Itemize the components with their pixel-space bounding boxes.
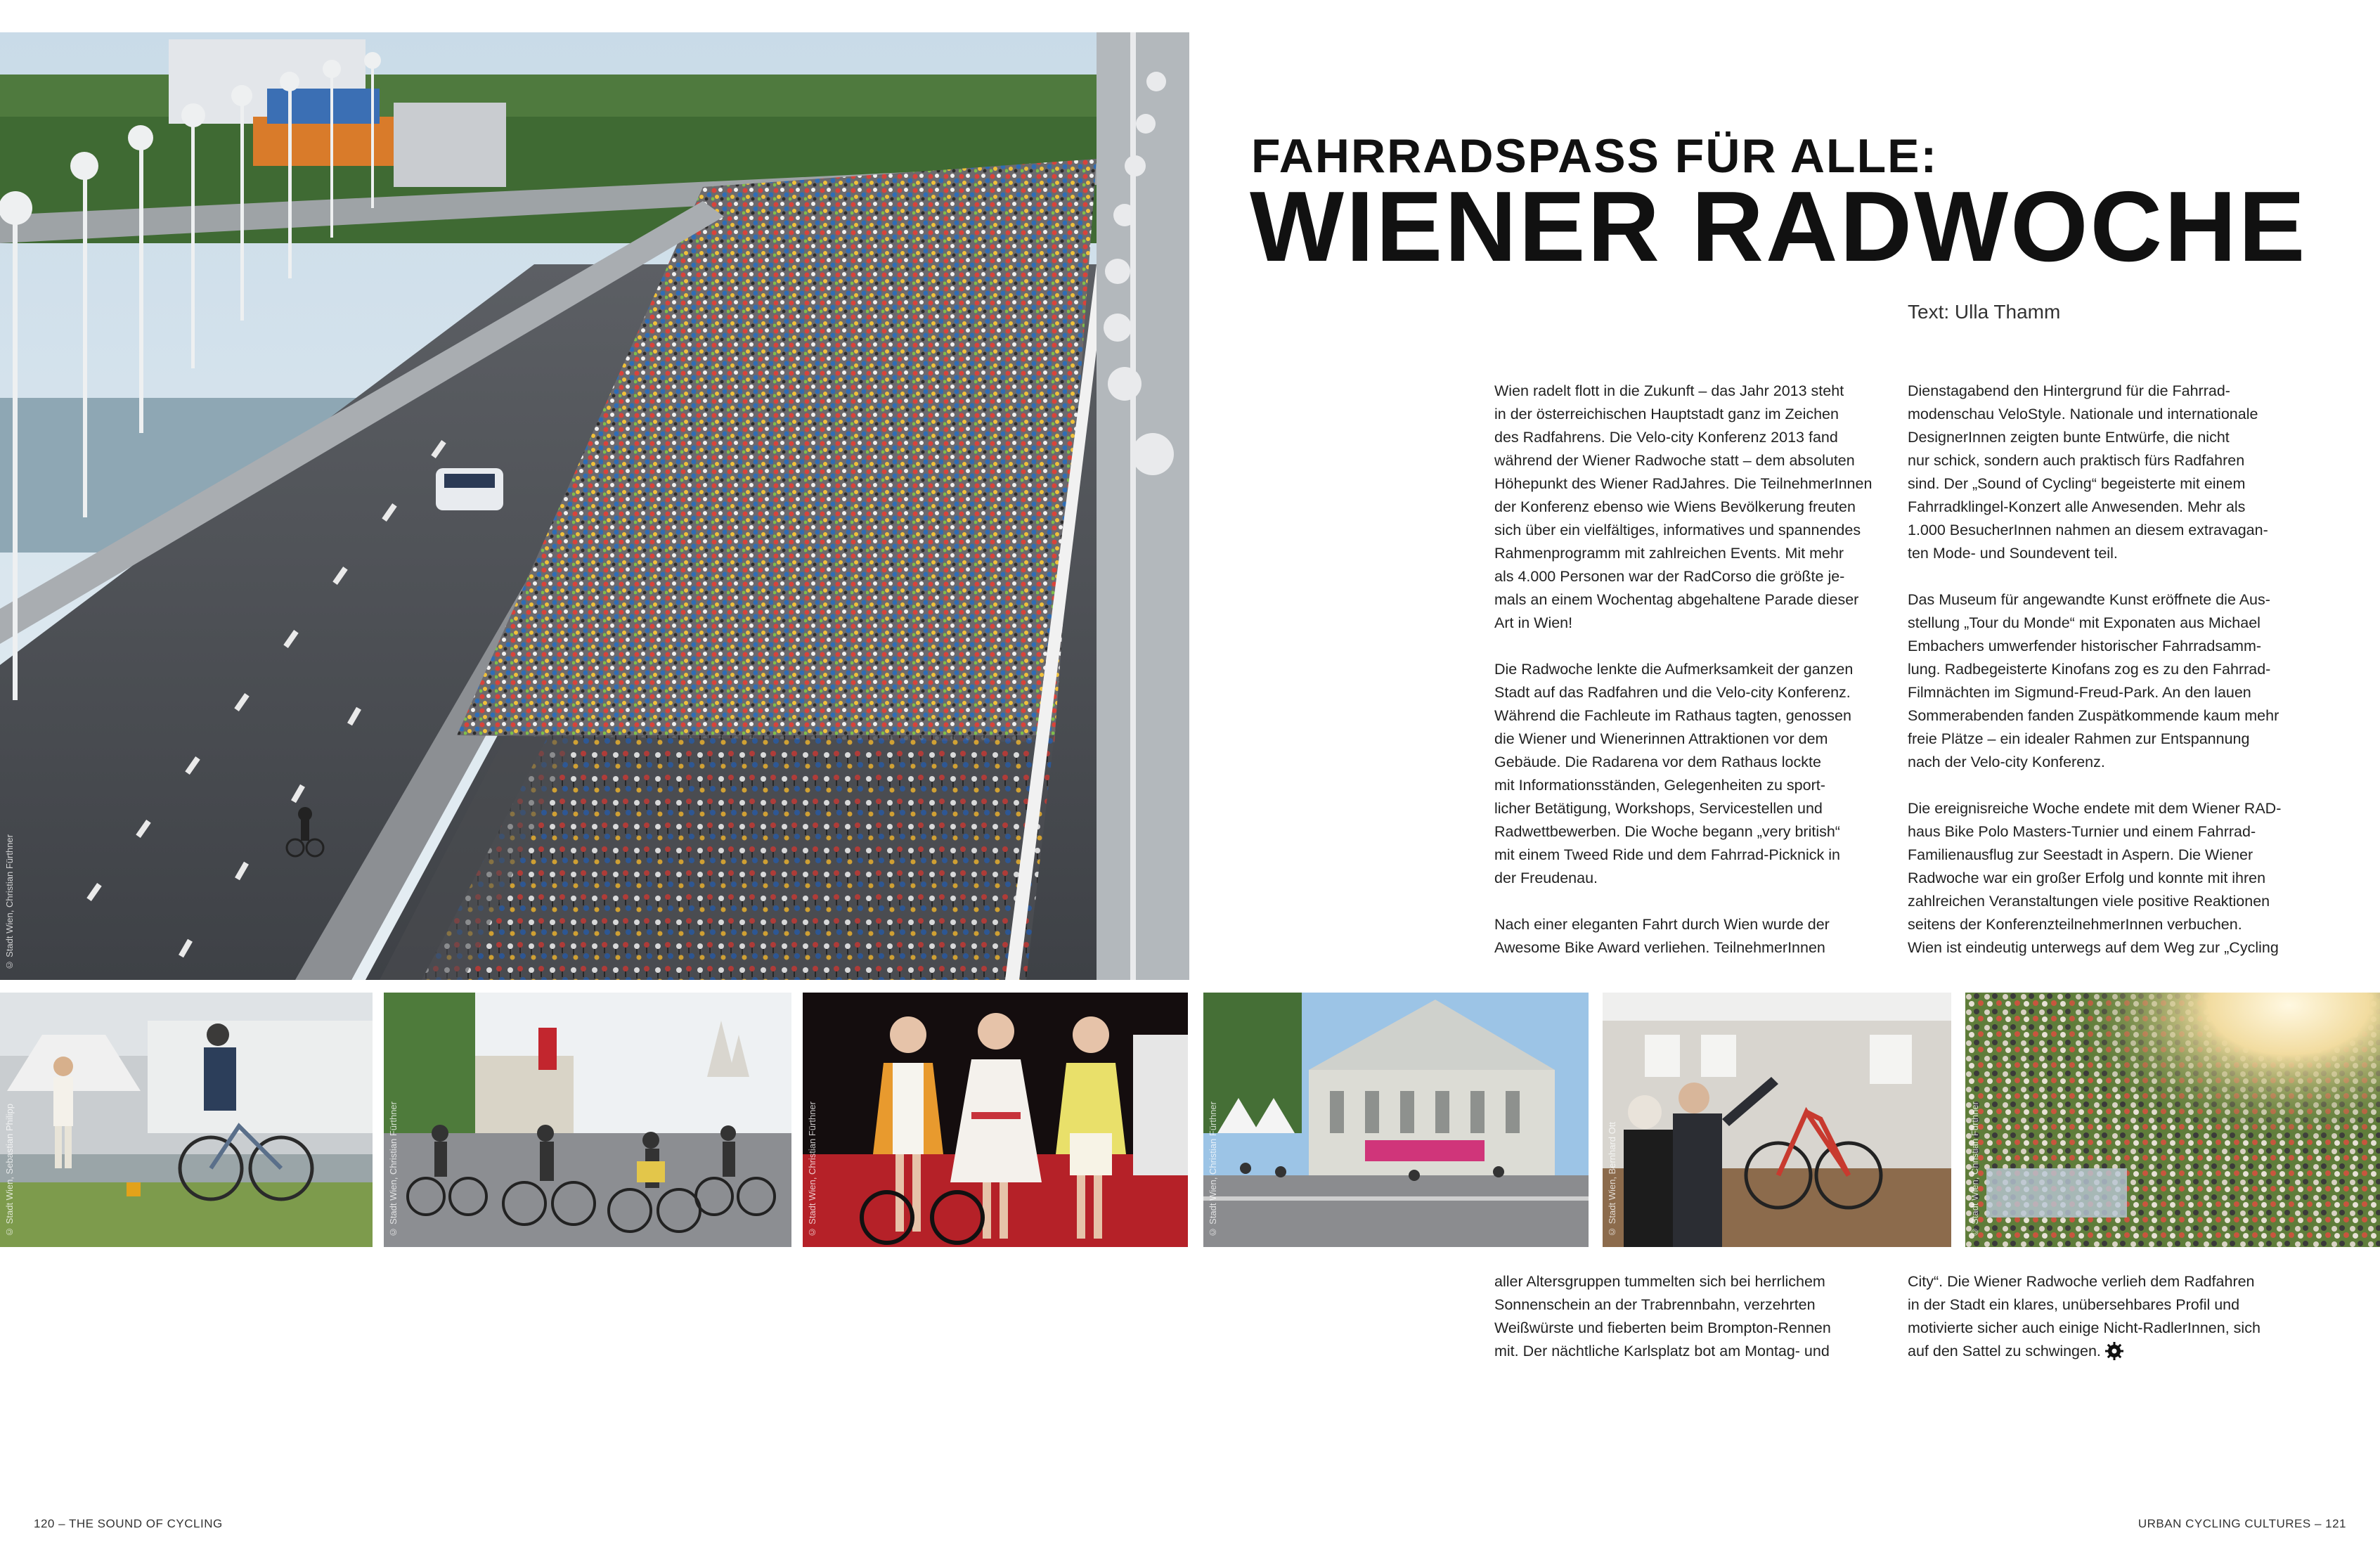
photo-tour-du-monde xyxy=(1603,993,1951,1247)
photo-5-credit: © Stadt Wien, Bernhard Ott xyxy=(1607,1122,1617,1237)
text-line: der Konferenz ebenso wie Wiens Bevölkerung freuten xyxy=(1494,498,1856,515)
text-line: zahlreichen Veranstaltungen viele positive Reaktionen xyxy=(1908,893,2270,910)
column-1-paragraph-1 xyxy=(1494,380,1888,635)
text-line: Sonnenschein an der Trabrennbahn, verzehrten xyxy=(1494,1296,1816,1313)
photo-fashion-show-illustration xyxy=(803,993,1188,1247)
column-1-paragraph-2 xyxy=(1494,658,1888,890)
text-line: die Wiener und Wienerinnen Attraktionen vor dem xyxy=(1494,730,1828,747)
text-column-2-continued xyxy=(1908,1270,2301,1363)
column-1-paragraph-3 xyxy=(1494,913,1888,960)
text-line: Awesome Bike Award verliehen. TeilnehmerInnen xyxy=(1494,939,1825,956)
photo-6-credit: © Stadt Wien, Christian Fürthner xyxy=(1970,1101,1980,1237)
text-line: Gebäude. Die Radarena vor dem Rathaus lockte xyxy=(1494,754,1821,770)
column-1-paragraph-3-continued xyxy=(1494,1270,1888,1363)
text-line: in der Stadt ein klares, unübersehbares Profil und xyxy=(1908,1296,2240,1313)
photo-tweed-ride xyxy=(0,993,373,1247)
text-line: Radwoche war ein großer Erfolg und konnte mit ihren xyxy=(1908,870,2266,886)
text-line: freie Plätze – ein idealer Rahmen zur Entspannung xyxy=(1908,730,2250,747)
title-line-1: FAHRRADSPASS FÜR ALLE: xyxy=(1251,129,1939,183)
text-line: des Radfahrens. Die Velo-city Konferenz 2013 fand xyxy=(1494,429,1838,446)
text-line: Radwettbewerben. Die Woche begann „very british“ xyxy=(1494,823,1840,840)
text-line: Familienausflug zur Seestadt in Aspern. Die Wiener xyxy=(1908,846,2253,863)
photo-rathaus-cyclists xyxy=(384,993,791,1247)
column-2-paragraph-3 xyxy=(1908,797,2301,960)
text-line: Embachers umwerfender historischer Fahrradsamm- xyxy=(1908,638,2262,654)
text-line: modenschau VeloStyle. Nationale und internationale xyxy=(1908,406,2258,422)
text-column-1 xyxy=(1494,380,1888,960)
photo-film-night-illustration xyxy=(1965,993,2380,1247)
text-line: haus Bike Polo Masters-Turnier und einem Fahrrad- xyxy=(1908,823,2256,840)
text-line: Das Museum für angewandte Kunst eröffnete die Aus- xyxy=(1908,591,2270,608)
column-2-paragraph-1 xyxy=(1908,380,2301,565)
text-line: Während die Fachleute im Rathaus tagten, genossen xyxy=(1494,707,1851,724)
text-line: Wien radelt flott in die Zukunft – das Jahr 2013 steht xyxy=(1494,382,1844,399)
text-line: aller Altersgruppen tummelten sich bei herrlichem xyxy=(1494,1273,1825,1290)
text-line: nur schick, sondern auch praktisch fürs Radfahren xyxy=(1908,452,2245,469)
text-line: Wien ist eindeutig unterwegs auf dem Weg zur „Cycling xyxy=(1908,939,2279,956)
photo-film-night xyxy=(1965,993,2380,1247)
text-line: Dienstagabend den Hintergrund für die Fahrrad- xyxy=(1908,382,2230,399)
text-line: Rahmenprogramm mit zahlreichen Events. Mit mehr xyxy=(1494,545,1844,562)
column-2-paragraph-3-continued xyxy=(1908,1270,2301,1363)
text-line: sind. Der „Sound of Cycling“ begeisterte mit einem xyxy=(1908,475,2246,492)
hero-photo-credit: © Stadt Wien, Christian Fürthner xyxy=(4,834,15,970)
text-line: Weißwürste und fieberten beim Brompton-Rennen xyxy=(1494,1319,1831,1336)
photo-tweed-ride-illustration xyxy=(0,993,373,1247)
folio-left: 120 – THE SOUND OF CYCLING xyxy=(34,1517,223,1530)
text-line: sich über ein vielfältiges, informatives und spannendes xyxy=(1494,522,1861,538)
photo-burgtheater-arena xyxy=(1203,993,1589,1247)
text-line: Die ereignisreiche Woche endete mit dem Wiener RAD- xyxy=(1908,800,2282,817)
column-2-paragraph-2 xyxy=(1908,588,2301,774)
text-line: stellung „Tour du Monde“ mit Exponaten aus Michael xyxy=(1908,614,2261,631)
text-line: DesignerInnen zeigten bunte Entwürfe, die nicht xyxy=(1908,429,2230,446)
text-line: Die Radwoche lenkte die Aufmerksamkeit der ganzen xyxy=(1494,661,1854,678)
author-credit: Text: Ulla Thamm xyxy=(1908,301,2061,323)
photo-4-credit: © Stadt Wien, Christian Fürthner xyxy=(1208,1101,1218,1237)
photo-fashion-show xyxy=(803,993,1188,1247)
folio-right: URBAN CYCLING CULTURES – 121 xyxy=(2138,1517,2346,1530)
text-column-1-continued xyxy=(1494,1270,1888,1363)
text-column-2 xyxy=(1908,380,2301,960)
text-line: 1.000 BesucherInnen nahmen an diesem extravagan- xyxy=(1908,522,2268,538)
text-line: mit Informationsständen, Gelegenheiten zu sport- xyxy=(1494,777,1825,794)
text-line: während der Wiener Radwoche statt – dem absoluten xyxy=(1494,452,1855,469)
text-line: auf den Sattel zu schwingen. xyxy=(1908,1343,2101,1360)
text-line: mals an einem Wochentag abgehaltene Parade dieser xyxy=(1494,591,1859,608)
photo-1-credit: © Stadt Wien, Sebastian Philipp xyxy=(4,1104,15,1237)
hero-photo xyxy=(0,32,1189,980)
text-line: mit. Der nächtliche Karlsplatz bot am Montag- und xyxy=(1494,1343,1830,1360)
photo-2-credit: © Stadt Wien, Christian Fürthner xyxy=(388,1101,399,1237)
text-line: Höhepunkt des Wiener RadJahres. Die TeilnehmerInnen xyxy=(1494,475,1873,492)
hero-photo-illustration xyxy=(0,32,1189,980)
text-line: Nach einer eleganten Fahrt durch Wien wurde der xyxy=(1494,916,1830,933)
text-line: mit einem Tweed Ride und dem Fahrrad-Picknick in xyxy=(1494,846,1840,863)
text-line: nach der Velo-city Konferenz. xyxy=(1908,754,2105,770)
photo-3-credit: © Stadt Wien, Christian Fürthner xyxy=(807,1101,817,1237)
text-line: ten Mode- und Soundevent teil. xyxy=(1908,545,2118,562)
title-line-2: WIENER RADWOCHE xyxy=(1250,171,2308,283)
text-line: Stadt auf das Radfahren und die Velo-city Konferenz. xyxy=(1494,684,1851,701)
end-of-article-gear-icon xyxy=(2105,1342,2123,1360)
text-line: lung. Radbegeisterte Kinofans zog es zu den Fahrrad- xyxy=(1908,661,2271,678)
photo-tour-du-monde-illustration xyxy=(1603,993,1951,1247)
text-line: licher Betätigung, Workshops, Servicestellen und xyxy=(1494,800,1823,817)
text-line: in der österreichischen Hauptstadt ganz im Zeichen xyxy=(1494,406,1839,422)
text-line: Art in Wien! xyxy=(1494,614,1573,631)
text-line: seitens der KonferenzteilnehmerInnen verbuchen. xyxy=(1908,916,2242,933)
text-line: der Freudenau. xyxy=(1494,870,1598,886)
text-line: Sommerabenden fanden Zuspätkommende kaum mehr xyxy=(1908,707,2279,724)
text-line: City“. Die Wiener Radwoche verlieh dem Radfahren xyxy=(1908,1273,2255,1290)
text-line: Fahrradklingel-Konzert alle Anwesenden. Mehr als xyxy=(1908,498,2246,515)
text-line: als 4.000 Personen war der RadCorso die größte je- xyxy=(1494,568,1845,585)
photo-burgtheater-arena-illustration xyxy=(1203,993,1589,1247)
text-line: motivierte sicher auch einige Nicht-RadlerInnen, sich xyxy=(1908,1319,2261,1336)
photo-rathaus-cyclists-illustration xyxy=(384,993,791,1247)
text-line: Filmnächten im Sigmund-Freud-Park. An den lauen xyxy=(1908,684,2251,701)
